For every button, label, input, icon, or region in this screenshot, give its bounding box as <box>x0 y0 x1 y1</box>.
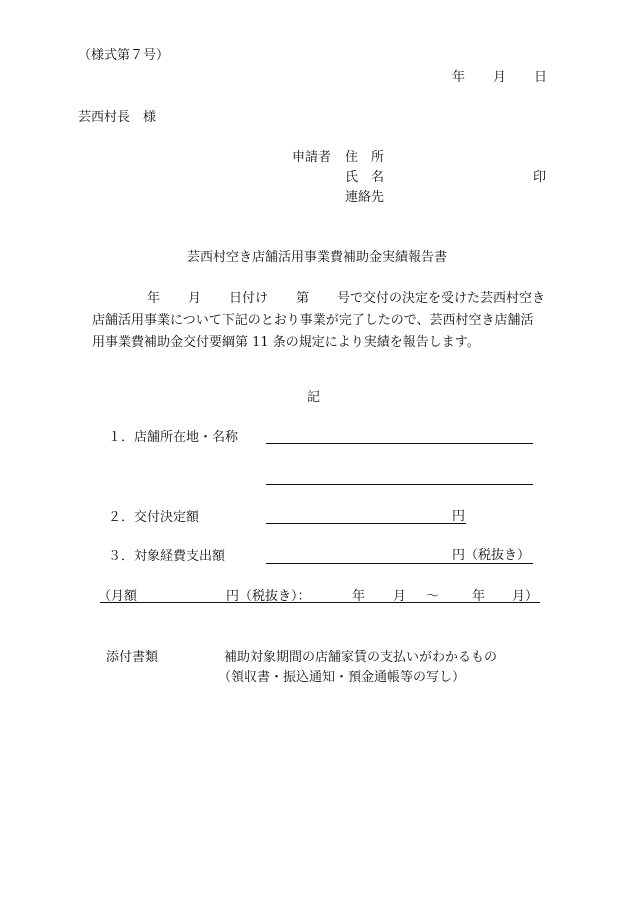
item3-unit: 円（税抜き） <box>452 548 531 563</box>
body-year: 年 <box>147 291 161 306</box>
date-year: 年 <box>452 70 466 85</box>
document-title: 芸西村空き店舗活用事業費補助金実績報告書 <box>187 250 448 265</box>
attachments-line-1: 補助対象期間の店舗家賃の支払いがわかるもの <box>224 650 498 665</box>
ki-heading: 記 <box>307 390 321 405</box>
date-day: 日 <box>534 70 548 85</box>
contact-label: 連絡先 <box>345 190 385 205</box>
date-month: 月 <box>493 70 507 85</box>
addressee: 芸西村長 様 <box>78 110 157 125</box>
monthly-unit: 円（税抜き）： <box>226 589 311 604</box>
monthly-open: （月額 <box>98 589 138 604</box>
item1-line-1 <box>266 443 533 444</box>
name-label: 氏 名 <box>345 170 385 185</box>
body-line-3: 用事業費補助金交付要綱第 11 条の規定により実績を報告します。 <box>92 335 480 350</box>
monthly-year-1: 年 <box>352 589 366 604</box>
item3-label: ３．対象経費支出額 <box>108 549 226 564</box>
body-no: 第 <box>296 291 310 306</box>
monthly-tilde: ～ <box>426 589 440 604</box>
monthly-month-2: 月） <box>512 589 539 604</box>
item1-label: １．店舗所在地・名称 <box>108 430 239 445</box>
body-date: 日付け <box>229 291 269 306</box>
body-line-2: 店舗活用事業について下記のとおり事業が完了したので、芸西村空き店舗活 <box>92 313 534 328</box>
attachments-label: 添付書類 <box>106 650 159 665</box>
item2-line <box>266 523 466 524</box>
item1-line-2 <box>266 484 533 485</box>
form-number: （様式第７号） <box>78 48 170 63</box>
applicant-label: 申請者 <box>292 150 332 165</box>
monthly-month-1: 月 <box>393 589 407 604</box>
seal-mark: 印 <box>533 170 547 185</box>
body-line-1 <box>92 288 562 310</box>
item2-unit: 円 <box>452 509 466 524</box>
address-label: 住 所 <box>345 150 385 165</box>
attachments-line-2: （領収書・振込通知・預金通帳等の写し） <box>218 670 466 685</box>
body-paragraph <box>92 288 562 354</box>
item2-label: ２．交付決定額 <box>108 510 200 525</box>
monthly-year-2: 年 <box>472 589 486 604</box>
body-rest: 号で交付の決定を受けた芸西村空き <box>337 291 546 306</box>
body-month: 月 <box>188 291 202 306</box>
